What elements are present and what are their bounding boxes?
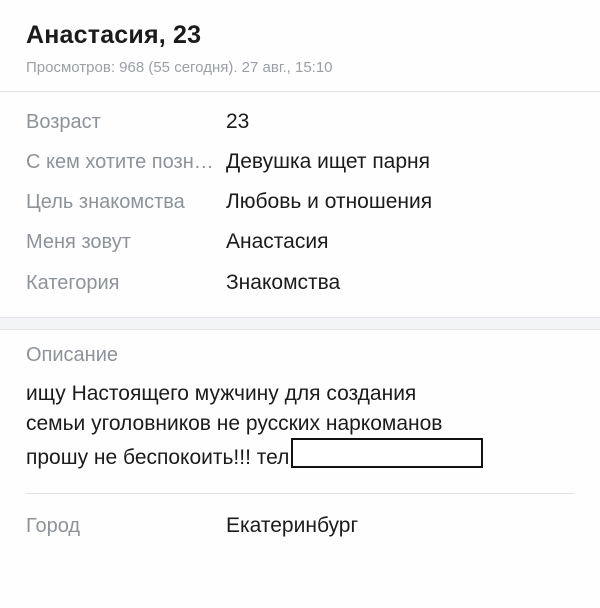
description-text <box>26 379 574 473</box>
description-line-2: семьи уголовников не русских наркоманов <box>26 411 443 435</box>
table-row <box>0 182 600 222</box>
attribute-value[interactable]: Знакомства <box>226 270 341 294</box>
city-label: Город <box>26 515 81 538</box>
attribute-value: Девушка ищет парня <box>226 149 431 173</box>
attributes-table <box>0 92 600 317</box>
page-title: Анастасия, 23 <box>26 21 202 49</box>
description-section <box>0 330 600 500</box>
listing-header <box>0 0 600 77</box>
table-row <box>0 222 600 262</box>
table-row <box>0 102 600 142</box>
listing-stats: Просмотров: 968 (55 сегодня). 27 авг., 15:10 <box>26 58 333 76</box>
attribute-label: Меня зовут <box>26 231 131 254</box>
city-row <box>0 500 600 538</box>
city-value[interactable]: Екатеринбург <box>226 514 359 538</box>
attribute-value: Анастасия <box>226 230 329 254</box>
table-row <box>0 263 600 303</box>
attribute-value: 23 <box>226 109 250 133</box>
attribute-label: Цель знакомства <box>26 191 185 213</box>
attribute-label: Возраст <box>26 110 101 133</box>
attribute-label: С кем хотите позн… <box>26 150 214 173</box>
section-separator <box>0 317 600 330</box>
table-row <box>0 142 600 182</box>
attribute-value: Любовь и отношения <box>226 190 433 213</box>
description-line-3: прошу не беспокоить!!! тел <box>26 446 290 470</box>
redacted-phone-box <box>291 438 483 468</box>
description-divider <box>26 493 574 494</box>
description-line-1: ищу Настоящего мужчину для создания <box>26 381 417 405</box>
attribute-label: Категория <box>26 271 120 294</box>
description-label: Описание <box>26 343 119 366</box>
